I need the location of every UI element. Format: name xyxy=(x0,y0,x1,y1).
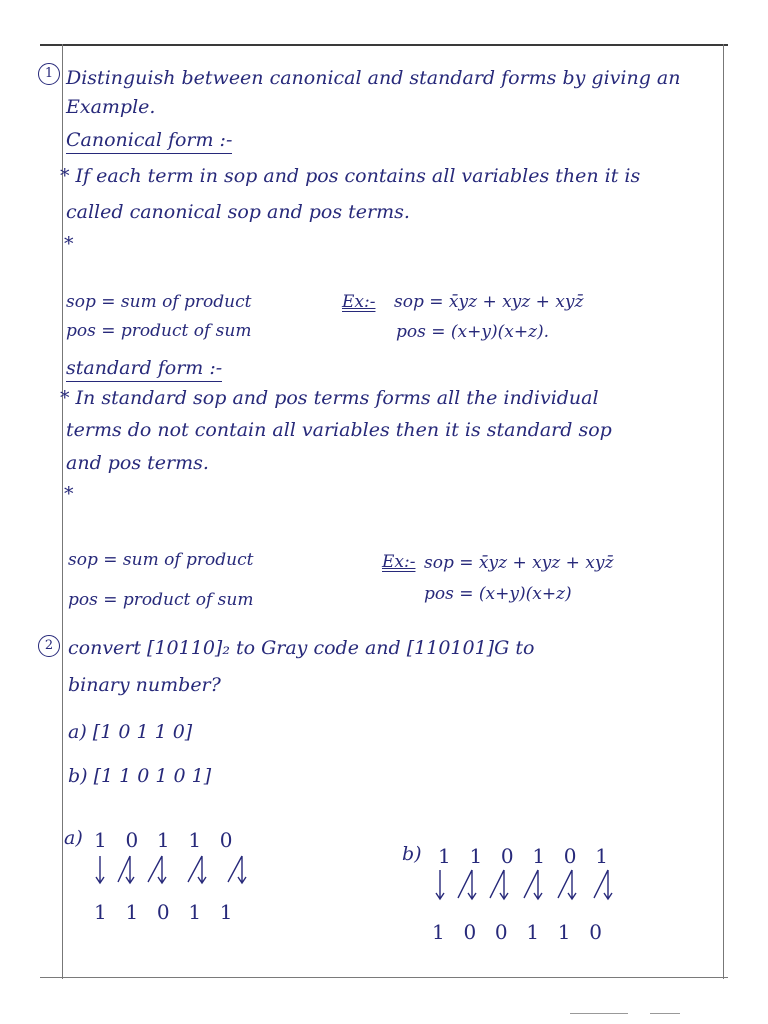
standard-bullet: * xyxy=(64,483,74,505)
top-rule xyxy=(40,44,728,46)
standard-heading: standard form :- xyxy=(66,356,222,382)
work-a-binary-input: 1 0 1 1 0 xyxy=(94,828,235,852)
canonical-pos-definition: pos = product of sum xyxy=(66,321,252,341)
work-b-gray-input: 1 1 0 1 0 1 xyxy=(438,844,610,868)
standard-def-line2: terms do not contain all variables then it is standard sop xyxy=(66,419,612,441)
standard-pos-definition: pos = product of sum xyxy=(68,590,254,610)
standard-example-label: Ex:- xyxy=(382,552,416,572)
canonical-example-sop: sop = x̄yz + xyz + xyz̄ xyxy=(394,292,584,312)
standard-def-line3: and pos terms. xyxy=(66,452,209,474)
q2-question-line2: binary number? xyxy=(68,674,221,696)
canonical-example-pos: pos = (x+y)(x+z). xyxy=(396,322,550,342)
work-b-binary-output: 1 0 0 1 1 0 xyxy=(432,920,604,944)
canonical-def-line1: * If each term in sop and pos contains all variables then it is xyxy=(60,165,641,187)
footer-dash xyxy=(650,1013,680,1014)
question-number-2: 2 xyxy=(38,635,60,657)
work-b-label: b) xyxy=(402,843,422,865)
q2-part-a: a) [1 0 1 1 0] xyxy=(68,721,193,743)
standard-example-pos: pos = (x+y)(x+z) xyxy=(424,584,572,604)
q1-question-line2: Example. xyxy=(66,96,156,118)
bottom-rule xyxy=(40,977,728,978)
canonical-def-line2: called canonical sop and pos terms. xyxy=(66,201,410,223)
canonical-bullet: * xyxy=(64,233,74,255)
work-a-label: a) xyxy=(64,827,83,849)
work-a-xor-arrows xyxy=(90,852,280,892)
footer-dash xyxy=(570,1013,628,1014)
work-b-xor-arrows xyxy=(432,866,642,908)
standard-def-line1: * In standard sop and pos terms forms all the individual xyxy=(60,387,599,409)
right-border-line xyxy=(723,44,724,979)
canonical-sop-definition: sop = sum of product xyxy=(66,292,252,312)
work-a-gray-output: 1 1 0 1 1 xyxy=(94,900,235,924)
standard-sop-definition: sop = sum of product xyxy=(68,550,254,570)
q2-question-line1: convert [10110]₂ to Gray code and [110101]G to xyxy=(68,637,535,659)
canonical-example-label: Ex:- xyxy=(342,292,376,312)
q1-question-line1: Distinguish between canonical and standard forms by giving an xyxy=(66,67,681,89)
standard-example-sop: sop = x̄yz + xyz + xyz̄ xyxy=(424,553,614,573)
canonical-heading: Canonical form :- xyxy=(66,128,232,154)
question-number-1: 1 xyxy=(38,63,60,85)
q2-part-b: b) [1 1 0 1 0 1] xyxy=(68,765,212,787)
